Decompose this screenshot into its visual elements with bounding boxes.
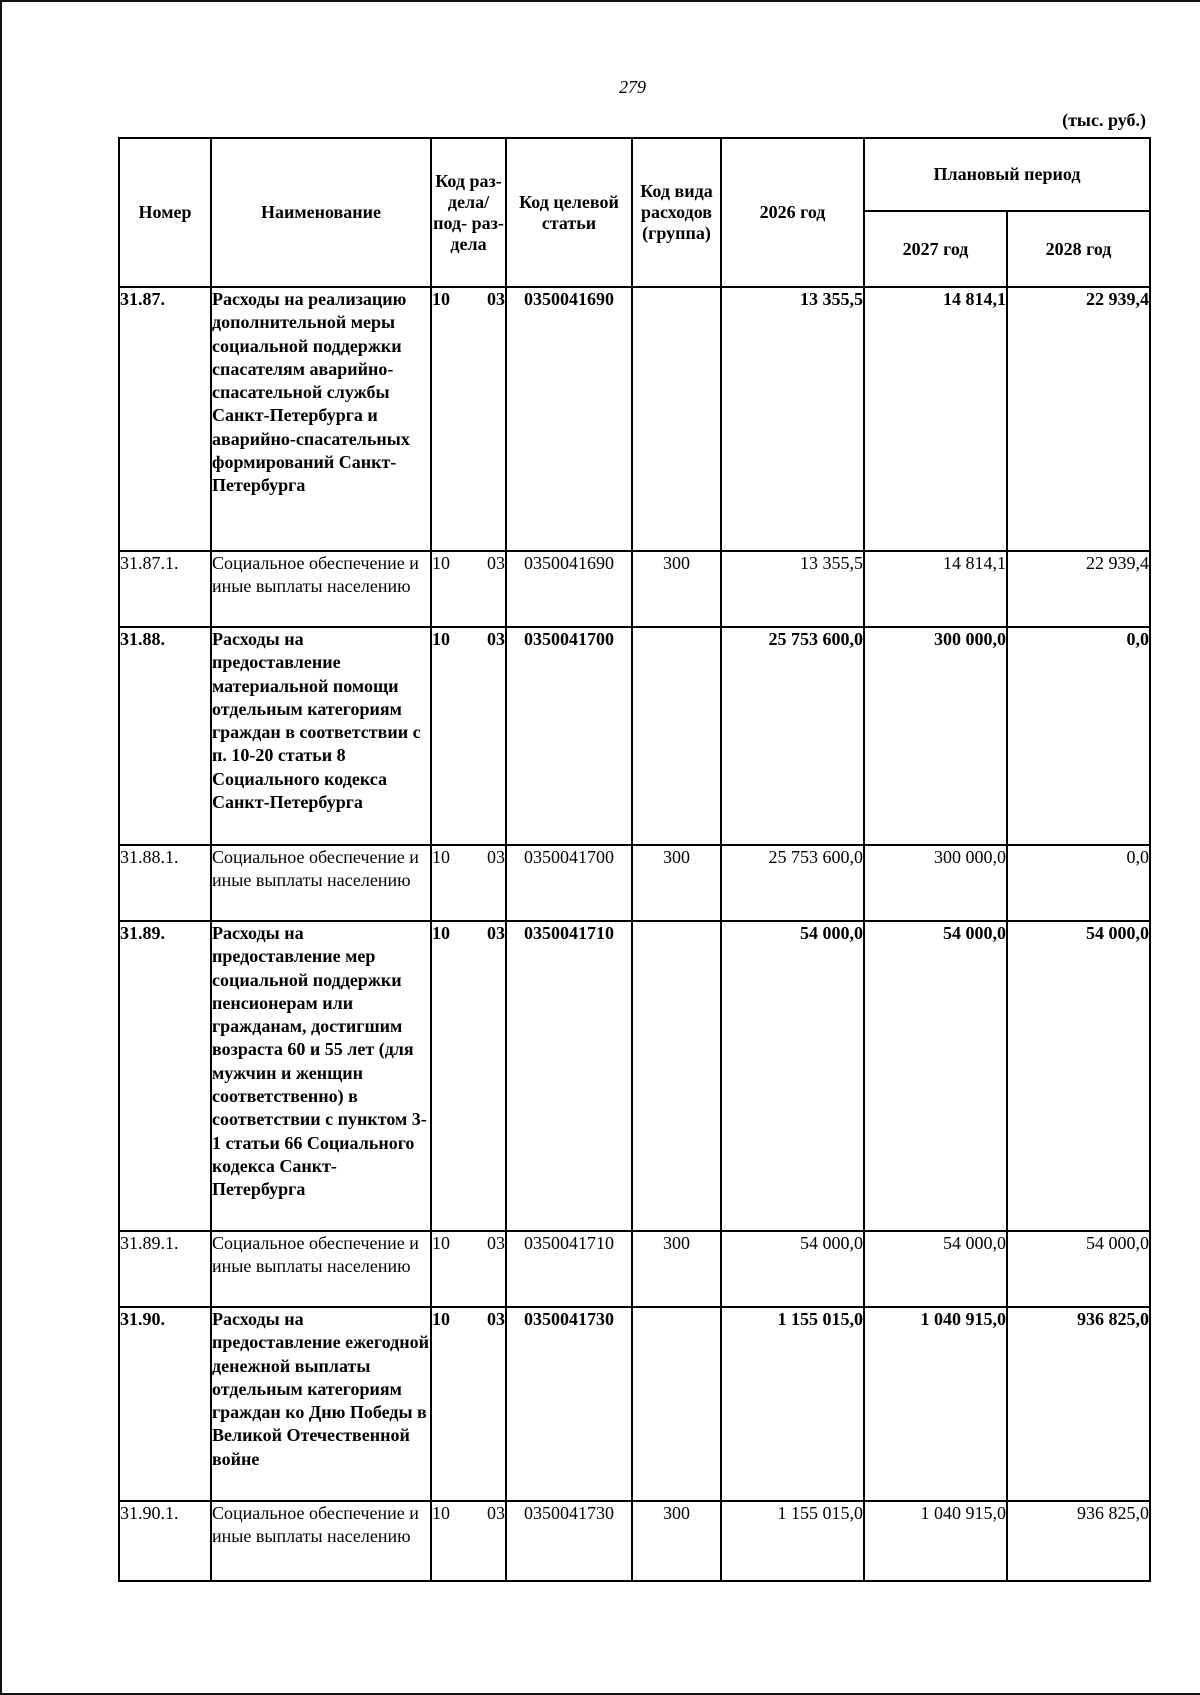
- row-target-code: 0350041730: [506, 1501, 632, 1581]
- row-number: 31.90.1.: [119, 1501, 211, 1581]
- row-expense-type: [632, 921, 721, 1231]
- row-amount-2028: 22 939,4: [1007, 551, 1150, 627]
- row-expense-type: 300: [632, 845, 721, 921]
- table-row: [119, 1231, 1150, 1307]
- row-number: 31.89.: [119, 921, 211, 1231]
- row-subsection: 03: [487, 553, 505, 573]
- row-amount-2027: 54 000,0: [864, 921, 1007, 1231]
- row-number: 31.88.1.: [119, 845, 211, 921]
- row-section: 10: [432, 1309, 450, 1329]
- row-amount-2027: 1 040 915,0: [864, 1501, 1007, 1581]
- row-amount-2026: 54 000,0: [721, 1231, 864, 1307]
- table-row: [119, 921, 1150, 1231]
- row-name: Социальное обеспечение и иные выплаты населению: [211, 845, 431, 921]
- row-amount-2026: 1 155 015,0: [721, 1307, 864, 1501]
- row-amount-2026: 13 355,5: [721, 551, 864, 627]
- page-number: 279: [619, 77, 646, 97]
- row-amount-2028: 54 000,0: [1007, 921, 1150, 1231]
- row-number: 31.88.: [119, 627, 211, 845]
- row-section-code: [431, 921, 506, 1231]
- row-amount-2027: 300 000,0: [864, 627, 1007, 845]
- table-row: [119, 1501, 1150, 1581]
- row-amount-2028: 0,0: [1007, 627, 1150, 845]
- row-amount-2028: 54 000,0: [1007, 1231, 1150, 1307]
- row-name: Социальное обеспечение и иные выплаты населению: [211, 1231, 431, 1307]
- header-year-2028: 2028 год: [1007, 211, 1150, 287]
- row-amount-2026: 25 753 600,0: [721, 627, 864, 845]
- page-border-left: [0, 0, 2, 1695]
- units-label: (тыс. руб.): [1062, 110, 1146, 130]
- row-amount-2027: 1 040 915,0: [864, 1307, 1007, 1501]
- row-section-code: [431, 1501, 506, 1581]
- row-section: 10: [432, 629, 450, 649]
- row-target-code: 0350041710: [506, 1231, 632, 1307]
- row-amount-2026: 54 000,0: [721, 921, 864, 1231]
- table-row: [119, 627, 1150, 845]
- row-target-code: 0350041690: [506, 287, 632, 551]
- row-section-code: [431, 1307, 506, 1501]
- row-section: 10: [432, 553, 450, 573]
- row-subsection: 03: [487, 923, 505, 943]
- row-section: 10: [432, 289, 450, 309]
- row-amount-2026: 13 355,5: [721, 287, 864, 551]
- row-expense-type: [632, 1307, 721, 1501]
- row-target-code: 0350041730: [506, 1307, 632, 1501]
- row-section: 10: [432, 923, 450, 943]
- row-number: 31.87.1.: [119, 551, 211, 627]
- row-amount-2027: 300 000,0: [864, 845, 1007, 921]
- row-section: 10: [432, 1503, 450, 1523]
- row-amount-2027: 14 814,1: [864, 287, 1007, 551]
- budget-table: [118, 137, 1151, 1582]
- row-expense-type: [632, 287, 721, 551]
- row-expense-type: [632, 627, 721, 845]
- row-section: 10: [432, 1233, 450, 1253]
- table-row: [119, 1307, 1150, 1501]
- row-subsection: 03: [487, 289, 505, 309]
- row-expense-type: 300: [632, 551, 721, 627]
- header-year-2027: 2027 год: [864, 211, 1007, 287]
- table-body: [119, 287, 1150, 1581]
- row-name: Социальное обеспечение и иные выплаты населению: [211, 1501, 431, 1581]
- row-name: Расходы на предоставление ежегодной денежной выплаты отдельным категориям граждан ко Дню Победы в Великой Отечественной войне: [211, 1307, 431, 1501]
- row-target-code: 0350041690: [506, 551, 632, 627]
- row-number: 31.87.: [119, 287, 211, 551]
- row-subsection: 03: [487, 1233, 505, 1253]
- row-name: Расходы на реализацию дополнительной меры социальной поддержки спасателям аварийно-спасательной службы Санкт-Петербурга и аварийно-спасательных формирований Санкт-Петербурга: [211, 287, 431, 551]
- table-row: [119, 287, 1150, 551]
- row-section-code: [431, 1231, 506, 1307]
- row-section-code: [431, 551, 506, 627]
- row-amount-2028: 0,0: [1007, 845, 1150, 921]
- row-target-code: 0350041700: [506, 845, 632, 921]
- header-section-code: Код раз- дела/ под- раз- дела: [431, 138, 506, 287]
- row-number: 31.90.: [119, 1307, 211, 1501]
- row-section-code: [431, 845, 506, 921]
- header-number: Номер: [119, 138, 211, 287]
- row-name: Расходы на предоставление материальной помощи отдельным категориям граждан в соответствии с п. 10-20 статьи 8 Социального кодекса Санкт-Петербурга: [211, 627, 431, 845]
- row-subsection: 03: [487, 629, 505, 649]
- row-amount-2028: 22 939,4: [1007, 287, 1150, 551]
- row-expense-type: 300: [632, 1501, 721, 1581]
- table-header: [119, 138, 1150, 287]
- row-number: 31.89.1.: [119, 1231, 211, 1307]
- row-section: 10: [432, 847, 450, 867]
- header-expense-type: Код вида расходов (группа): [632, 138, 721, 287]
- header-name: Наименование: [211, 138, 431, 287]
- table-row: [119, 845, 1150, 921]
- row-section-code: [431, 627, 506, 845]
- header-target-code: Код целевой статьи: [506, 138, 632, 287]
- row-expense-type: 300: [632, 1231, 721, 1307]
- table-row: [119, 551, 1150, 627]
- row-name: Расходы на предоставление мер социальной поддержки пенсионерам или гражданам, достигшим возраста 60 и 55 лет (для мужчин и женщин соответственно) в соответствии с пунктом 3-1 статьи 66 Социального кодекса Санкт-Петербурга: [211, 921, 431, 1231]
- row-amount-2027: 14 814,1: [864, 551, 1007, 627]
- row-subsection: 03: [487, 847, 505, 867]
- page-border-top: [0, 0, 1200, 2]
- row-subsection: 03: [487, 1309, 505, 1329]
- row-section-code: [431, 287, 506, 551]
- row-amount-2026: 1 155 015,0: [721, 1501, 864, 1581]
- row-amount-2028: 936 825,0: [1007, 1501, 1150, 1581]
- row-target-code: 0350041700: [506, 627, 632, 845]
- row-amount-2027: 54 000,0: [864, 1231, 1007, 1307]
- row-amount-2028: 936 825,0: [1007, 1307, 1150, 1501]
- row-amount-2026: 25 753 600,0: [721, 845, 864, 921]
- header-year-2026: 2026 год: [721, 138, 864, 287]
- header-planning-period: Плановый период: [864, 138, 1150, 211]
- row-target-code: 0350041710: [506, 921, 632, 1231]
- row-subsection: 03: [487, 1503, 505, 1523]
- row-name: Социальное обеспечение и иные выплаты населению: [211, 551, 431, 627]
